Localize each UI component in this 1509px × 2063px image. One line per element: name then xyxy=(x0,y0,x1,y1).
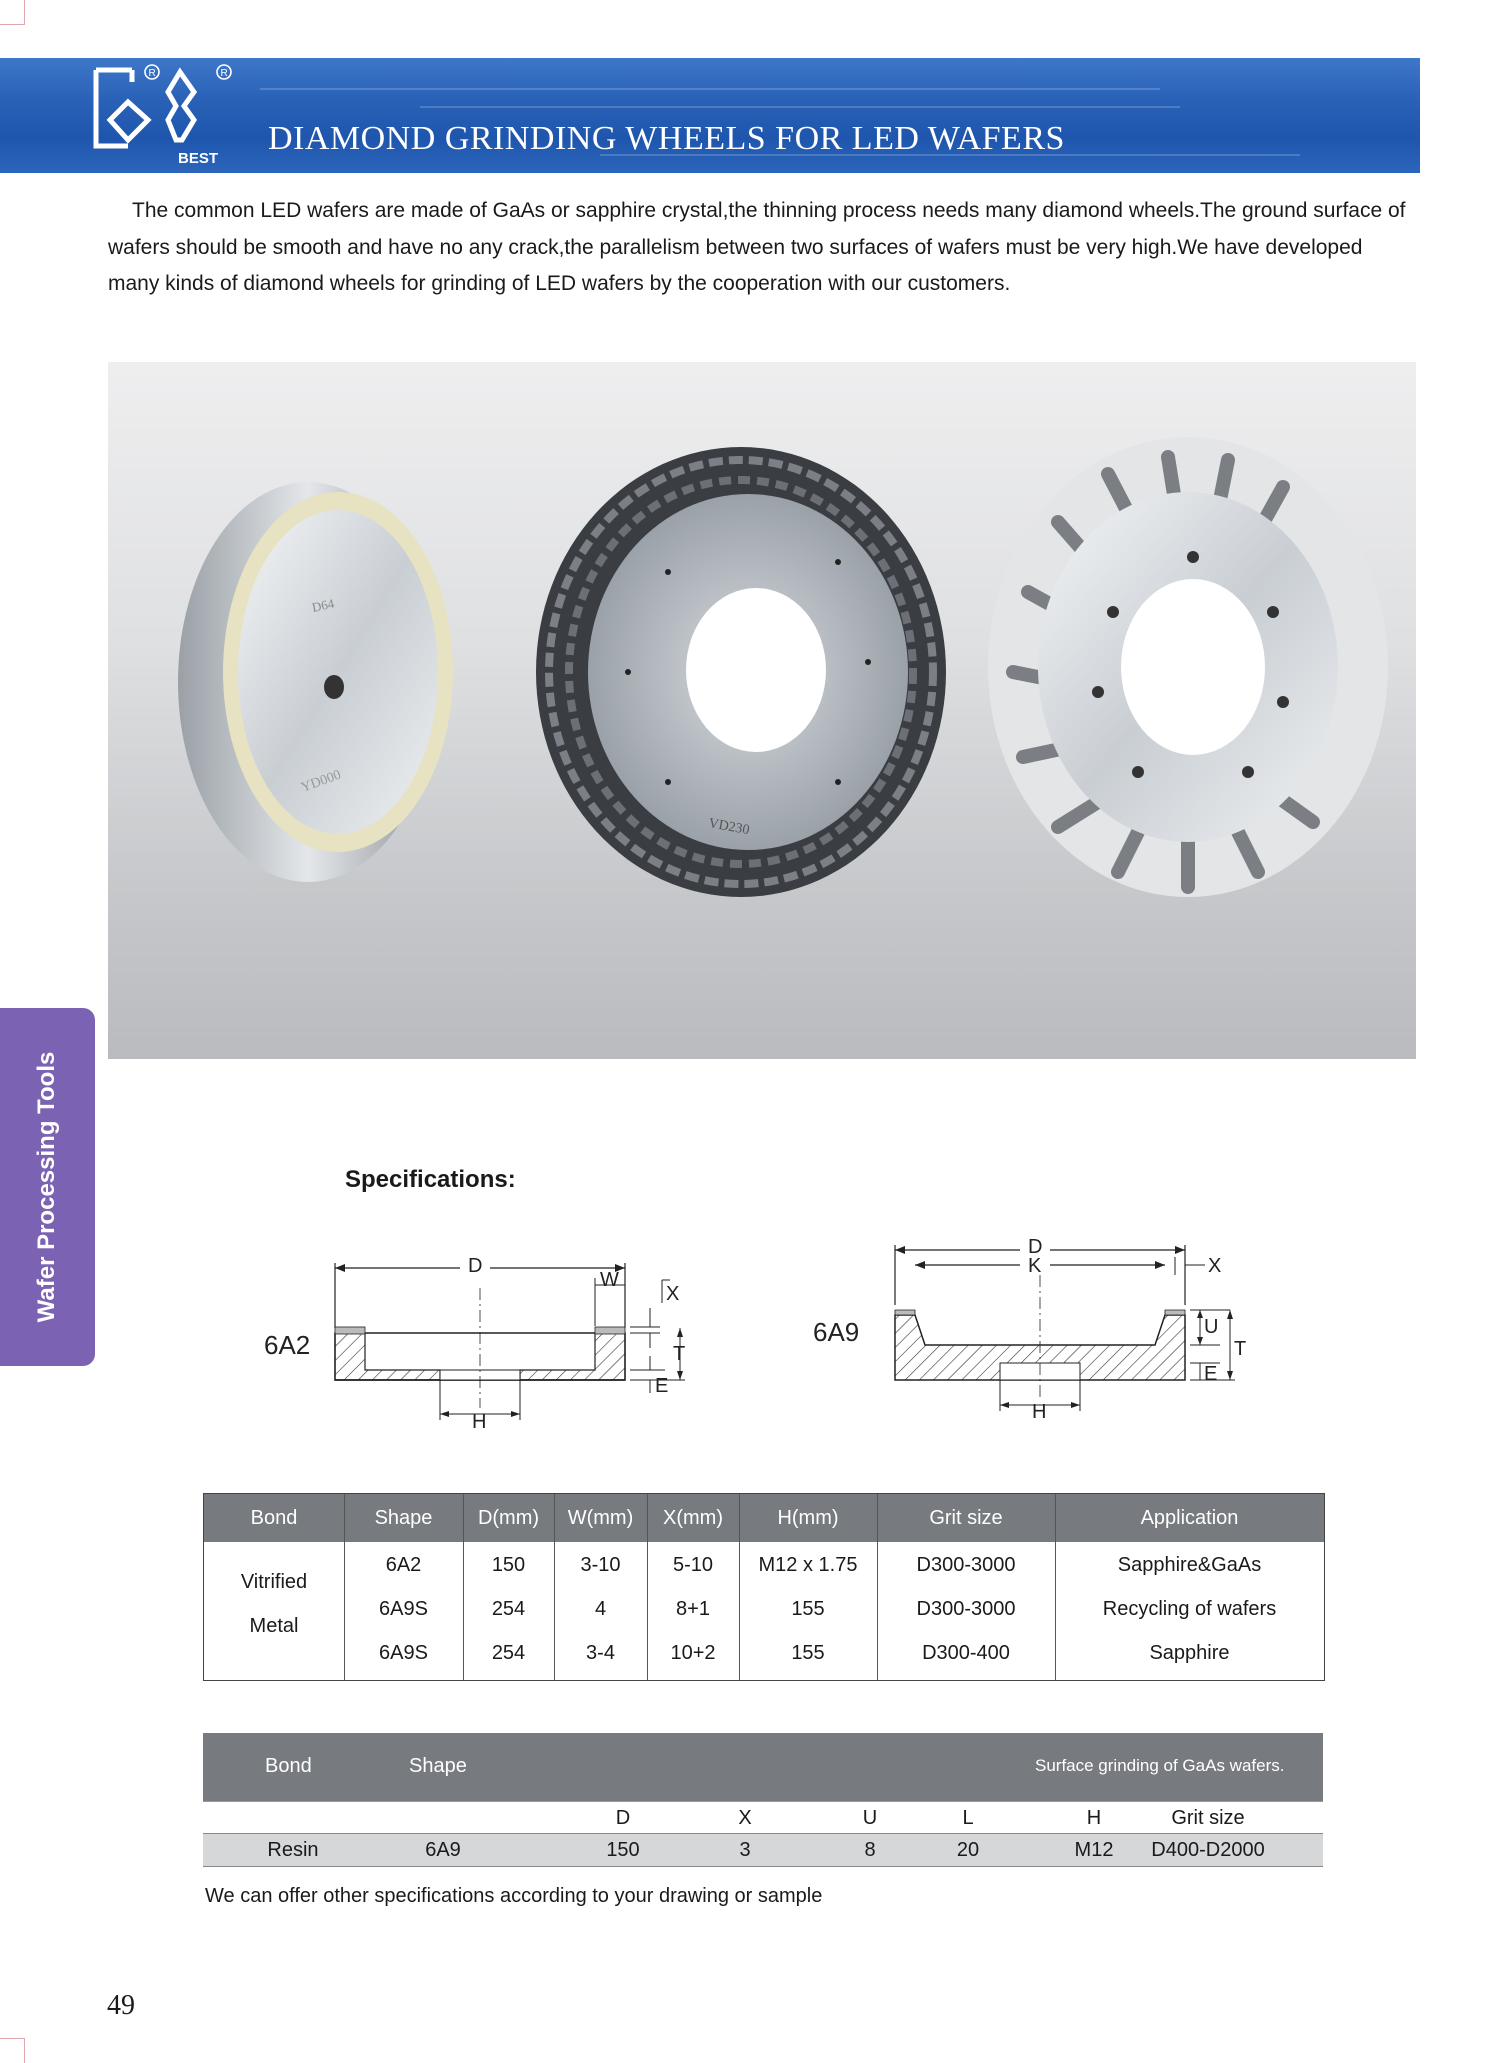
t2-header-shape: Shape xyxy=(409,1755,467,1777)
svg-text:R: R xyxy=(148,68,156,79)
t1-r2-shape: 6A9S xyxy=(379,1598,428,1620)
t2-d: 150 xyxy=(606,1839,640,1861)
wheel1-mark-top: D64 xyxy=(310,595,336,615)
dim-x-6a2: X xyxy=(666,1283,680,1305)
svg-text:R: R xyxy=(220,68,228,79)
footnote: We can offer other specifications according to your drawing or sample xyxy=(205,1885,823,1907)
t1-header-application: Application xyxy=(1140,1507,1239,1529)
diagram-6a9-label: 6A9 xyxy=(813,1317,860,1347)
wheel1-mark-bottom: YD000 xyxy=(299,767,344,796)
t1-r1-d: 150 xyxy=(491,1554,526,1576)
t1-r3-w: 3-4 xyxy=(586,1642,615,1664)
t1-r2-h: 155 xyxy=(791,1598,825,1620)
t1-r3-grit: D300-400 xyxy=(922,1642,1010,1664)
dim-h-6a9: H xyxy=(1032,1401,1047,1423)
dim-x-6a9: X xyxy=(1208,1255,1222,1277)
t1-r1-shape: 6A2 xyxy=(385,1554,422,1576)
t1-r2-d: 254 xyxy=(491,1598,526,1620)
dim-d-6a9: D xyxy=(1028,1236,1043,1258)
diagram-6a2-label: 6A2 xyxy=(264,1330,311,1360)
t2-u: 8 xyxy=(864,1839,876,1861)
spec-table-2-row xyxy=(203,1833,1323,1867)
t1-r2-w: 4 xyxy=(594,1598,607,1620)
t1-r2-x: 8+1 xyxy=(676,1598,710,1620)
t2-sub-d: D xyxy=(615,1807,631,1829)
specifications-heading: Specifications: xyxy=(345,1166,516,1193)
dim-d-6a2: D xyxy=(468,1255,483,1277)
t1-r3-h: 155 xyxy=(791,1642,825,1664)
t1-header-x: X(mm) xyxy=(663,1507,723,1529)
diagram-6a2 xyxy=(320,1248,700,1448)
t1-r3-shape: 6A9S xyxy=(379,1642,428,1664)
t1-r3-x: 10+2 xyxy=(670,1642,716,1664)
t1-header-w: W(mm) xyxy=(567,1507,634,1529)
t1-r3-app: Sapphire xyxy=(1149,1642,1230,1664)
t1-header-h: H(mm) xyxy=(777,1507,839,1529)
wheel-metal-segmented xyxy=(536,447,946,897)
t2-grit: D400-D2000 xyxy=(1151,1839,1265,1861)
wheel-resin-segmented xyxy=(988,437,1388,897)
spec-table-2-header xyxy=(203,1733,1323,1801)
t1-r2-app: Recycling of wafers xyxy=(1102,1598,1277,1620)
t1-r3-d: 254 xyxy=(491,1642,526,1664)
t1-r1-h: M12 x 1.75 xyxy=(758,1554,858,1576)
dim-t-6a9: T xyxy=(1234,1338,1247,1360)
grinding-wheels-illustration xyxy=(108,362,1416,1059)
page-number: 49 xyxy=(107,1990,135,2021)
t1-bond-metal: Metal xyxy=(249,1615,299,1637)
dim-t-6a2: T xyxy=(673,1343,686,1365)
crop-mark-top xyxy=(0,0,25,25)
intro-paragraph: The common LED wafers are made of GaAs or sapphire crystal,the thinning process needs many diamond wheels.The ground surface of wafers should be smooth and have no any crack,the parallelism between two surfaces of wafers must be very high.We have developed many kinds of diamond wheels for grinding of LED wafers by the cooperation with our customers. xyxy=(108,199,1406,295)
t1-header-shape: Shape xyxy=(374,1507,433,1529)
t2-sub-l: L xyxy=(962,1807,974,1829)
t1-r1-grit: D300-3000 xyxy=(916,1554,1016,1576)
diagram-6a9 xyxy=(880,1235,1280,1435)
spec-table-2-subheader xyxy=(203,1801,1323,1834)
t2-sub-grit: Grit size xyxy=(1171,1807,1245,1829)
wheel2-mark: VD230 xyxy=(707,816,751,839)
dim-u-6a9: U xyxy=(1204,1316,1219,1338)
dim-w-6a2: W xyxy=(600,1269,619,1291)
dim-k-6a9: K xyxy=(1028,1255,1042,1277)
t2-shape: 6A9 xyxy=(425,1839,461,1861)
t2-header-bond: Bond xyxy=(265,1755,312,1777)
t1-r1-app: Sapphire&GaAs xyxy=(1117,1554,1262,1576)
t1-bond-vitrified: Vitrified xyxy=(240,1571,308,1593)
page-title: DIAMOND GRINDING WHEELS FOR LED WAFERS xyxy=(268,120,1065,157)
t1-header-grit: Grit size xyxy=(929,1507,1003,1529)
header-banner xyxy=(0,58,1420,173)
t2-x: 3 xyxy=(739,1839,751,1861)
t2-sub-u: U xyxy=(862,1807,878,1829)
side-tab-label: Wafer Processing Tools xyxy=(33,1051,60,1323)
t2-l: 20 xyxy=(956,1839,980,1861)
t2-header-application: Surface grinding of GaAs wafers. xyxy=(1035,1756,1285,1775)
wheel-vitrified-6a2 xyxy=(178,482,453,882)
t1-header-bond: Bond xyxy=(250,1507,298,1529)
t1-header-d: D(mm) xyxy=(477,1507,540,1529)
section-side-tab xyxy=(0,1008,95,1366)
dim-e-6a9: E xyxy=(1204,1363,1218,1385)
product-photo xyxy=(108,362,1416,1059)
spec-table-1 xyxy=(203,1493,1325,1681)
dim-h-6a2: H xyxy=(472,1411,487,1433)
t2-bond: Resin xyxy=(267,1839,319,1861)
brand-name: BEST xyxy=(178,150,219,167)
dim-e-6a2: E xyxy=(655,1375,669,1397)
t2-sub-x: X xyxy=(738,1807,752,1829)
t1-r1-w: 3-10 xyxy=(580,1554,621,1576)
t1-r2-grit: D300-3000 xyxy=(916,1598,1016,1620)
t2-h: M12 xyxy=(1074,1839,1114,1861)
crop-mark-bottom xyxy=(0,2038,25,2063)
t1-r1-x: 5-10 xyxy=(672,1554,714,1576)
t2-sub-h: H xyxy=(1086,1807,1102,1829)
